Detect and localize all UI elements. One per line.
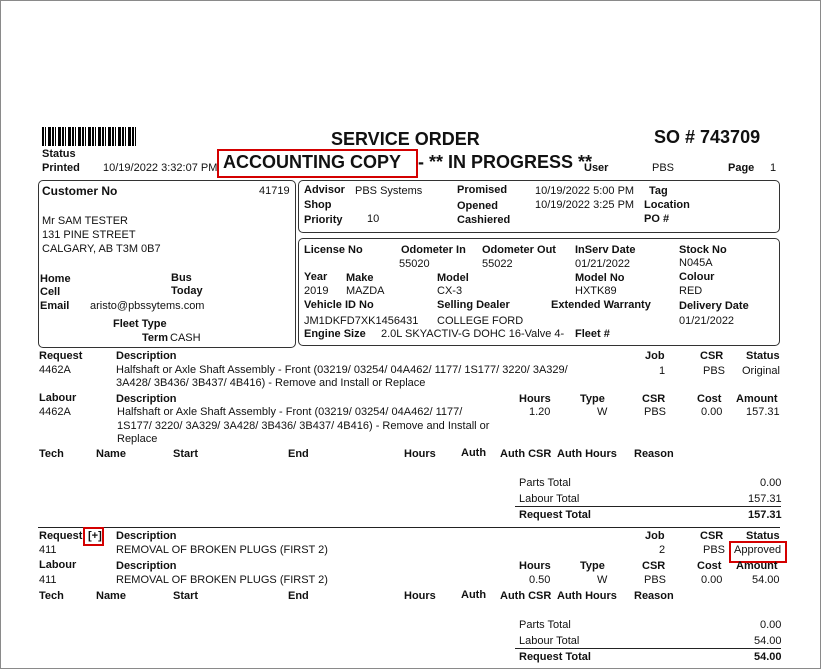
customer-no-label: Customer No [42, 184, 118, 198]
customer-street: 131 PINE STREET [42, 229, 136, 241]
labour-csr-header: CSR [642, 560, 666, 572]
labour-total-label: Labour Total [519, 635, 580, 647]
hours-header: Hours [519, 393, 551, 405]
request-csr: PBS [703, 365, 726, 377]
fleet-no-label: Fleet # [575, 328, 610, 340]
delivery-date-value: 01/21/2022 [679, 315, 735, 327]
email-value: aristo@pbssytems.com [90, 300, 205, 312]
model-label: Model [437, 272, 469, 284]
auth-header: Auth [461, 447, 487, 459]
start-header: Start [173, 590, 199, 602]
delivery-date-label: Delivery Date [679, 300, 749, 312]
cell-label: Cell [40, 286, 61, 298]
labour-description-line: Halfshaft or Axle Shaft Assembly - Front (03219/ 03254/ 04A462/ 1177/ [117, 406, 463, 418]
labour-header: Labour [39, 559, 77, 571]
request-total-value: 54.00 [754, 651, 782, 663]
term-value: CASH [170, 332, 201, 344]
hours-header: Hours [519, 560, 551, 572]
labour-description-header: Description [116, 560, 177, 572]
request-total-label: Request Total [519, 509, 591, 521]
auth-header: Auth [461, 589, 487, 601]
inserv-date-value: 01/21/2022 [575, 258, 631, 270]
request-number: 4462A [39, 364, 71, 376]
status-header: Status [746, 530, 780, 542]
page-value: 1 [770, 162, 777, 174]
reason-header: Reason [634, 448, 674, 460]
po-label: PO # [644, 213, 670, 225]
request-description-line: 3A428/ 3B436/ 3B437/ 4B416) - Remove and Install or Replace [116, 377, 426, 389]
amount-header: Amount [736, 393, 778, 405]
request-total-label: Request Total [519, 651, 591, 663]
labour-cost: 0.00 [701, 574, 723, 586]
license-label: License No [304, 244, 363, 256]
tech-hours-header: Hours [404, 590, 436, 602]
labour-csr: PBS [644, 406, 667, 418]
progress-status: - ** IN PROGRESS ** [418, 152, 593, 172]
request-divider [38, 527, 780, 528]
description-header: Description [116, 530, 177, 542]
document-title: SERVICE ORDER [331, 129, 480, 149]
customer-name: Mr SAM TESTER [42, 215, 128, 227]
stock-no-value: N045A [679, 257, 713, 269]
job-header: Job [645, 530, 665, 542]
engine-size-value: 2.0L SKYACTIV-G DOHC 16-Valve 4- [381, 328, 565, 340]
labour-description-header: Description [116, 393, 177, 405]
page-label: Page [728, 162, 755, 174]
year-label: Year [304, 271, 328, 283]
description-header: Description [116, 350, 177, 362]
labour-description-line: 1S177/ 3220/ 3A329/ 3A428/ 3B436/ 3B437/ 4B416) - Remove and Install or [117, 420, 490, 432]
user-label: User [584, 162, 609, 174]
labour-total-value: 157.31 [748, 493, 782, 505]
make-value: MAZDA [346, 285, 385, 297]
tech-header: Tech [39, 590, 64, 602]
totals-divider [515, 648, 781, 649]
colour-label: Colour [679, 271, 715, 283]
labour-hours: 1.20 [529, 406, 551, 418]
labour-number: 411 [39, 574, 57, 586]
labour-csr: PBS [644, 574, 667, 586]
barcode-image [42, 127, 138, 146]
advisor-value: PBS Systems [355, 185, 423, 197]
labour-cost: 0.00 [701, 406, 723, 418]
printed-value: 10/19/2022 3:32:07 PM [103, 162, 218, 174]
model-value: CX-3 [437, 285, 463, 297]
csr-header: CSR [700, 530, 724, 542]
tech-header: Tech [39, 448, 64, 460]
email-label: Email [40, 300, 70, 312]
name-header: Name [96, 590, 126, 602]
stock-no-label: Stock No [679, 244, 727, 256]
printed-label: Printed [42, 162, 80, 174]
job-header: Job [645, 350, 665, 362]
cashiered-label: Cashiered [457, 214, 511, 226]
labour-type: W [597, 406, 608, 418]
request-csr: PBS [703, 544, 726, 556]
promised-value: 10/19/2022 5:00 PM [535, 185, 635, 197]
auth-csr-header: Auth CSR [500, 590, 552, 602]
start-header: Start [173, 448, 199, 460]
amount-header: Amount [736, 560, 778, 572]
bus-label: Bus [171, 272, 192, 284]
vin-label: Vehicle ID No [304, 299, 374, 311]
labour-total-value: 54.00 [754, 635, 782, 647]
expand-request-button[interactable]: [+] [88, 530, 102, 542]
parts-total-label: Parts Total [519, 619, 571, 631]
labour-total-label: Labour Total [519, 493, 580, 505]
extended-warranty-label: Extended Warranty [551, 299, 651, 311]
term-label: Term [142, 332, 169, 344]
model-no-value: HXTK89 [575, 285, 617, 297]
expand-button-highlight [83, 527, 104, 546]
customer-city: CALGARY, AB T3M 0B7 [42, 243, 161, 255]
odometer-out-label: Odometer Out [482, 244, 556, 256]
request-status: Original [742, 365, 780, 377]
home-label: Home [40, 273, 71, 285]
totals-divider [515, 506, 781, 507]
odometer-in-value: 55020 [399, 258, 430, 270]
request-description-line: Halfshaft or Axle Shaft Assembly - Front (03219/ 03254/ 04A462/ 1177/ 1S177/ 3220/ 3A329/ [116, 364, 568, 376]
location-label: Location [644, 199, 690, 211]
parts-total-value: 0.00 [760, 619, 782, 631]
labour-amount: 54.00 [752, 574, 780, 586]
cost-header: Cost [697, 560, 722, 572]
request-number: 411 [39, 544, 57, 556]
type-header: Type [580, 560, 605, 572]
opened-label: Opened [457, 200, 498, 212]
labour-hours: 0.50 [529, 574, 551, 586]
parts-total-value: 0.00 [760, 477, 782, 489]
request-job: 1 [659, 365, 666, 377]
opened-value: 10/19/2022 3:25 PM [535, 199, 635, 211]
odometer-out-value: 55022 [482, 258, 513, 270]
user-value: PBS [652, 162, 675, 174]
tag-label: Tag [649, 185, 668, 197]
fleet-type-label: Fleet Type [113, 318, 167, 330]
customer-box [38, 180, 296, 348]
odometer-in-label: Odometer In [401, 244, 466, 256]
tech-hours-header: Hours [404, 448, 436, 460]
name-header: Name [96, 448, 126, 460]
request-job: 2 [659, 544, 666, 556]
colour-value: RED [679, 285, 703, 297]
status-label: Status [42, 148, 76, 160]
parts-total-label: Parts Total [519, 477, 571, 489]
end-header: End [288, 448, 309, 460]
request-header: Request [39, 530, 83, 542]
labour-description-line: REMOVAL OF BROKEN PLUGS (FIRST 2) [116, 574, 328, 586]
copy-type: ACCOUNTING COPY [223, 152, 402, 172]
advisor-label: Advisor [304, 184, 345, 196]
engine-size-label: Engine Size [304, 328, 366, 340]
selling-dealer-label: Selling Dealer [437, 299, 510, 311]
request-header: Request [39, 350, 83, 362]
cost-header: Cost [697, 393, 722, 405]
request-total-value: 157.31 [748, 509, 782, 521]
labour-number: 4462A [39, 406, 71, 418]
shop-label: Shop [304, 199, 332, 211]
labour-amount: 157.31 [746, 406, 780, 418]
labour-description-line: Replace [117, 433, 158, 445]
promised-label: Promised [457, 184, 508, 196]
model-no-label: Model No [575, 272, 625, 284]
customer-no-value: 41719 [259, 185, 290, 197]
make-label: Make [346, 272, 374, 284]
copy-type-highlight [217, 149, 418, 178]
reason-header: Reason [634, 590, 674, 602]
type-header: Type [580, 393, 605, 405]
end-header: End [288, 590, 309, 602]
vin-value: JM1DKFD7XK1456431 [304, 315, 419, 327]
today-label: Today [171, 285, 203, 297]
selling-dealer-value: COLLEGE FORD [437, 315, 524, 327]
labour-header: Labour [39, 392, 77, 404]
year-value: 2019 [304, 285, 329, 297]
request-description-line: REMOVAL OF BROKEN PLUGS (FIRST 2) [116, 544, 328, 556]
labour-csr-header: CSR [642, 393, 666, 405]
labour-type: W [597, 574, 608, 586]
csr-header: CSR [700, 350, 724, 362]
priority-label: Priority [304, 214, 343, 226]
auth-hours-header: Auth Hours [557, 590, 617, 602]
inserv-date-label: InServ Date [575, 244, 636, 256]
auth-csr-header: Auth CSR [500, 448, 552, 460]
status-header: Status [746, 350, 780, 362]
auth-hours-header: Auth Hours [557, 448, 617, 460]
priority-value: 10 [367, 213, 380, 225]
so-number: SO # 743709 [654, 127, 761, 147]
request-status: Approved [734, 544, 782, 556]
